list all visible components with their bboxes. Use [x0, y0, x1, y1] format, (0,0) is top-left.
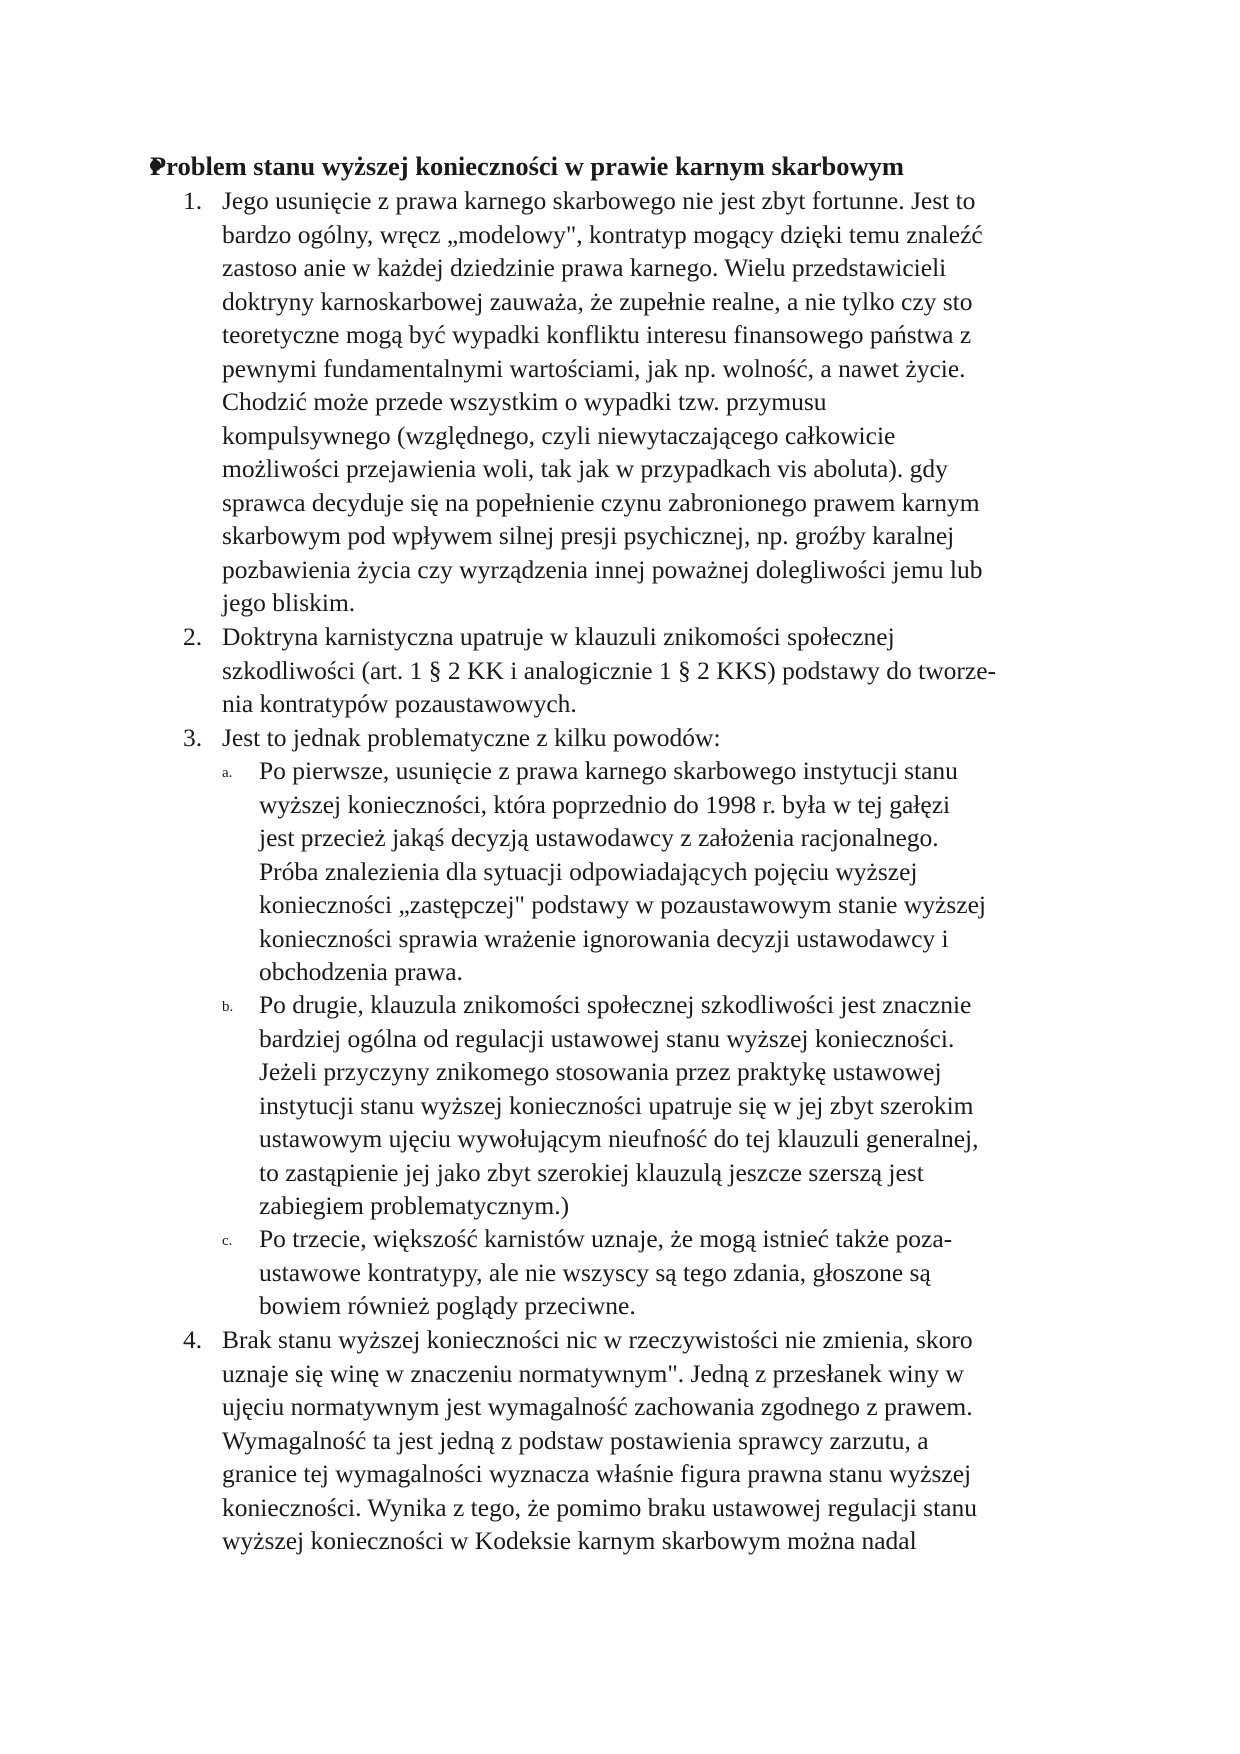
- text-line: jest przecież jakąś decyzją ustawodawcy z założenia racjonalnego.: [259, 823, 939, 852]
- item-number: 4.: [183, 1325, 203, 1354]
- text-line: Po drugie, klauzula znikomości społecznej szkodliwości jest znacznie: [259, 990, 972, 1019]
- text-line: wyższej konieczności, która poprzednio do 1998 r. była w tej gałęzi: [259, 789, 951, 819]
- text-line: obchodzenia prawa.: [259, 957, 463, 986]
- text-line: szkodliwości (art. 1 § 2 KK i analogicznie 1 § 2 KKS) podstawy do tworze-: [222, 655, 997, 685]
- text-line: konieczności. Wynika z tego, że pomimo braku ustawowej regulacji stanu: [222, 1492, 977, 1522]
- item-number: 3.: [183, 723, 203, 752]
- item-4-text: [222, 1323, 1102, 1558]
- text-line: pewnymi fundamentalnymi wartościami, jak np. wolność, a nawet życie.: [222, 353, 966, 383]
- item-1-text: [222, 184, 1102, 620]
- text-line: zastoso anie w każdej dziedzinie prawa karnego. Wielu przedstawicieli: [222, 253, 947, 282]
- item-number: 1.: [183, 186, 203, 215]
- text-line: teoretyczne mogą być wypadki konfliktu interesu finansowego państwa z: [222, 320, 972, 349]
- text-line: pozbawienia życia czy wyrządzenia innej poważnej dolegliwości jemu lub: [222, 554, 983, 584]
- text-line: doktryny karnoskarbowej zauważa, że zupełnie realne, a nie tylko czy sto: [222, 286, 973, 316]
- text-line: bardzo ogólny, wręcz „modelowy", kontratyp mogący dzięki temu znaleźć: [222, 219, 983, 249]
- text-line: konieczności „zastępczej" podstawy w pozaustawowym stanie wyższej: [259, 890, 986, 919]
- text-line: nia kontratypów pozaustawowych.: [222, 689, 577, 718]
- text-line: to zastąpienie jej jako zbyt szerokiej klauzulą jeszcze szerszą jest: [259, 1157, 924, 1187]
- item-2-text: [222, 620, 1102, 721]
- text-line: jego bliskim.: [222, 588, 356, 617]
- text-line: wyższej konieczności w Kodeksie karnym skarbowym można nadal: [222, 1526, 917, 1555]
- text-line: Jego usunięcie z prawa karnego skarbowego nie jest zbyt fortunne. Jest to: [222, 186, 976, 215]
- text-line: ustawowe kontratypy, ale nie wszyscy są tego zdania, głoszone są: [259, 1257, 931, 1287]
- item-number: 2.: [183, 622, 203, 651]
- text-line: skarbowym pod wpływem silnej presji psychicznej, np. groźby karalnej: [222, 521, 955, 550]
- text-line: zabiegiem problematycznym.): [259, 1191, 570, 1220]
- text-line: bardziej ogólna od regulacji ustawowej stanu wyższej konieczności.: [259, 1023, 955, 1053]
- text-line: możliwości przejawienia woli, tak jak w przypadkach vis aboluta). gdy: [222, 454, 948, 483]
- subitem-letter: c.: [222, 1233, 233, 1249]
- subitem-letter: b.: [222, 999, 234, 1015]
- section-heading: Problem stanu wyższej konieczności w prawie karnym skarbowym: [150, 151, 904, 181]
- text-line: Jest to jednak problematyczne z kilku powodów:: [222, 723, 721, 752]
- subitem-c-text: [259, 1222, 1099, 1323]
- text-line: Po pierwsze, usunięcie z prawa karnego skarbowego instytucji stanu: [259, 756, 958, 785]
- text-line: kompulsywnego (względnego, czyli niewytaczającego całkowicie: [222, 420, 896, 450]
- text-line: Po trzecie, większość karnistów uznaje, że mogą istnieć także poza-: [259, 1224, 953, 1253]
- text-line: Doktryna karnistyczna upatruje w klauzuli znikomości społecznej: [222, 622, 895, 651]
- text-line: Jeżeli przyczyny znikomego stosowania przez praktykę ustawowej: [259, 1057, 942, 1086]
- text-line: Chodzić może przede wszystkim o wypadki tzw. przymusu: [222, 387, 827, 416]
- text-line: ustawowym ujęciu wywołującym nieufność do tej klauzuli generalnej,: [259, 1124, 979, 1153]
- item-3-text: [222, 721, 1102, 755]
- text-line: sprawca decyduje się na popełnienie czynu zabronionego prawem karnym: [222, 487, 980, 517]
- text-line: Próba znalezienia dla sytuacji odpowiadających pojęciu wyższej: [259, 856, 918, 886]
- text-line: ujęciu normatywnym jest wymagalność zachowania zgodnego z prawem.: [222, 1392, 973, 1421]
- text-line: konieczności sprawia wrażenie ignorowania decyzji ustawodawcy i: [259, 923, 949, 953]
- text-line: Brak stanu wyższej konieczności nic w rzeczywistości nie zmienia, skoro: [222, 1325, 973, 1354]
- text-line: bowiem również poglądy przeciwne.: [259, 1291, 636, 1320]
- text-line: Wymagalność ta jest jedną z podstaw postawienia sprawcy zarzutu, a: [222, 1425, 929, 1455]
- text-line: instytucji stanu wyższej konieczności upatruje się w jej zbyt szerokim: [259, 1090, 974, 1120]
- text-line: granice tej wymagalności wyznacza właśnie figura prawna stanu wyższej: [222, 1459, 972, 1488]
- text-line: uznaje się winę w znaczeniu normatywnym". Jedną z przesłanek winy w: [222, 1358, 964, 1388]
- subitem-b-text: [259, 988, 1099, 1223]
- subitem-a-text: [259, 754, 1099, 989]
- subitem-letter: a.: [222, 765, 233, 781]
